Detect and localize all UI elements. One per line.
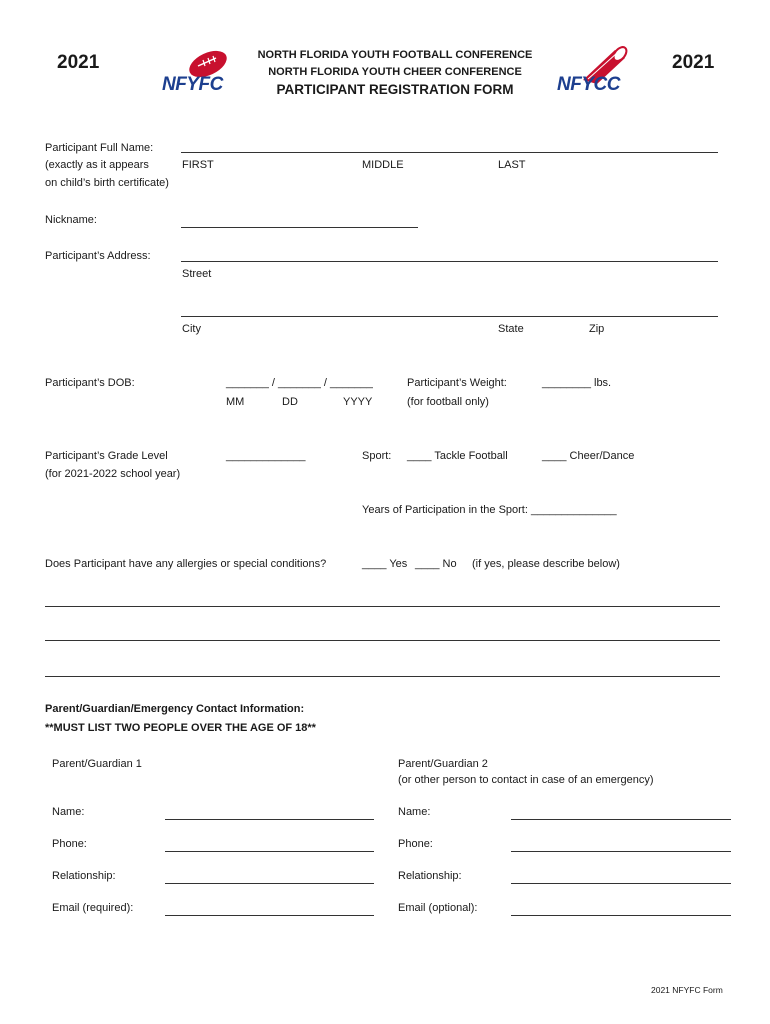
sport-label: Sport:: [362, 450, 392, 462]
year-right: 2021: [672, 52, 715, 73]
middle-name-caption: MIDDLE: [362, 159, 404, 171]
guardian-2-title: Parent/Guardian 2: [398, 758, 488, 770]
dob-day-caption: DD: [282, 396, 298, 408]
allergies-no-option[interactable]: ____ No: [415, 558, 457, 570]
address-label: Participant’s Address:: [45, 250, 151, 262]
allergies-description-line[interactable]: [45, 606, 720, 607]
weight-note: (for football only): [407, 396, 489, 408]
guardian-1-phone-label: Phone:: [52, 838, 87, 850]
allergies-question: Does Participant have any allergies or special conditions?: [45, 558, 327, 570]
first-name-caption: FIRST: [182, 159, 214, 171]
guardian-2-name-label: Name:: [398, 806, 431, 818]
full-name-field[interactable]: [181, 152, 718, 153]
state-caption: State: [498, 323, 524, 335]
guardian-1-phone-field[interactable]: [165, 851, 374, 852]
grade-label: Participant’s Grade Level: [45, 450, 168, 462]
header-line-2: NORTH FLORIDA YOUTH CHEER CONFERENCE: [268, 66, 522, 78]
allergies-note: (if yes, please describe below): [472, 558, 620, 570]
nfyfc-logo-text: NFYFC: [162, 74, 223, 95]
guardian-1-name-field[interactable]: [165, 819, 374, 820]
nfycc-logo-text: NFYCC: [557, 74, 620, 95]
zip-caption: Zip: [589, 323, 605, 335]
sport-option-football[interactable]: ____ Tackle Football: [407, 450, 508, 462]
guardian-1-name-label: Name:: [52, 806, 85, 818]
guardian-2-email-field[interactable]: [511, 915, 731, 916]
allergies-description-line[interactable]: [45, 640, 720, 641]
footer-text: 2021 NFYFC Form: [651, 985, 723, 995]
guardian-2-relationship-label: Relationship:: [398, 870, 462, 882]
year-left: 2021: [57, 52, 100, 73]
guardian-2-phone-field[interactable]: [511, 851, 731, 852]
years-participation-field[interactable]: Years of Participation in the Sport: ______________: [362, 504, 617, 516]
allergies-description-line[interactable]: [45, 676, 720, 677]
page-title: PARTICIPANT REGISTRATION FORM: [276, 82, 514, 97]
guardian-2-email-label: Email (optional):: [398, 902, 478, 914]
weight-label: Participant’s Weight:: [407, 377, 507, 389]
city-state-zip-field[interactable]: [181, 316, 718, 317]
street-field[interactable]: [181, 261, 718, 262]
full-name-label: Participant Full Name:: [45, 142, 154, 154]
grade-note: (for 2021-2022 school year): [45, 468, 181, 480]
guardian-1-relationship-label: Relationship:: [52, 870, 116, 882]
dob-month-caption: MM: [226, 396, 245, 408]
dob-field[interactable]: _______ / _______ / _______: [226, 377, 373, 389]
nickname-field[interactable]: [181, 227, 418, 228]
grade-field[interactable]: _____________: [226, 450, 306, 462]
guardian-1-relationship-field[interactable]: [165, 883, 374, 884]
guardian-2-relationship-field[interactable]: [511, 883, 731, 884]
guardian-2-note: (or other person to contact in case of an emergency): [398, 774, 654, 786]
guardian-1-title: Parent/Guardian 1: [52, 758, 142, 770]
street-caption: Street: [182, 268, 212, 280]
header-line-1: NORTH FLORIDA YOUTH FOOTBALL CONFERENCE: [257, 49, 533, 61]
nickname-label: Nickname:: [45, 214, 97, 226]
guardian-1-email-label: Email (required):: [52, 902, 134, 914]
sport-option-cheer[interactable]: ____ Cheer/Dance: [542, 450, 635, 462]
dob-label: Participant’s DOB:: [45, 377, 135, 389]
weight-field[interactable]: ________ lbs.: [542, 377, 612, 389]
dob-year-caption: YYYY: [343, 396, 373, 408]
city-caption: City: [182, 323, 201, 335]
full-name-note: (exactly as it appears: [45, 159, 149, 171]
guardian-1-email-field[interactable]: [165, 915, 374, 916]
guardian-2-phone-label: Phone:: [398, 838, 433, 850]
allergies-yes-option[interactable]: ____ Yes: [362, 558, 408, 570]
guardian-2-name-field[interactable]: [511, 819, 731, 820]
contact-subheading: **MUST LIST TWO PEOPLE OVER THE AGE OF 18**: [45, 722, 316, 734]
last-name-caption: LAST: [498, 159, 526, 171]
full-name-note-2: on child’s birth certificate): [45, 177, 169, 189]
contact-heading: Parent/Guardian/Emergency Contact Information:: [45, 703, 305, 715]
